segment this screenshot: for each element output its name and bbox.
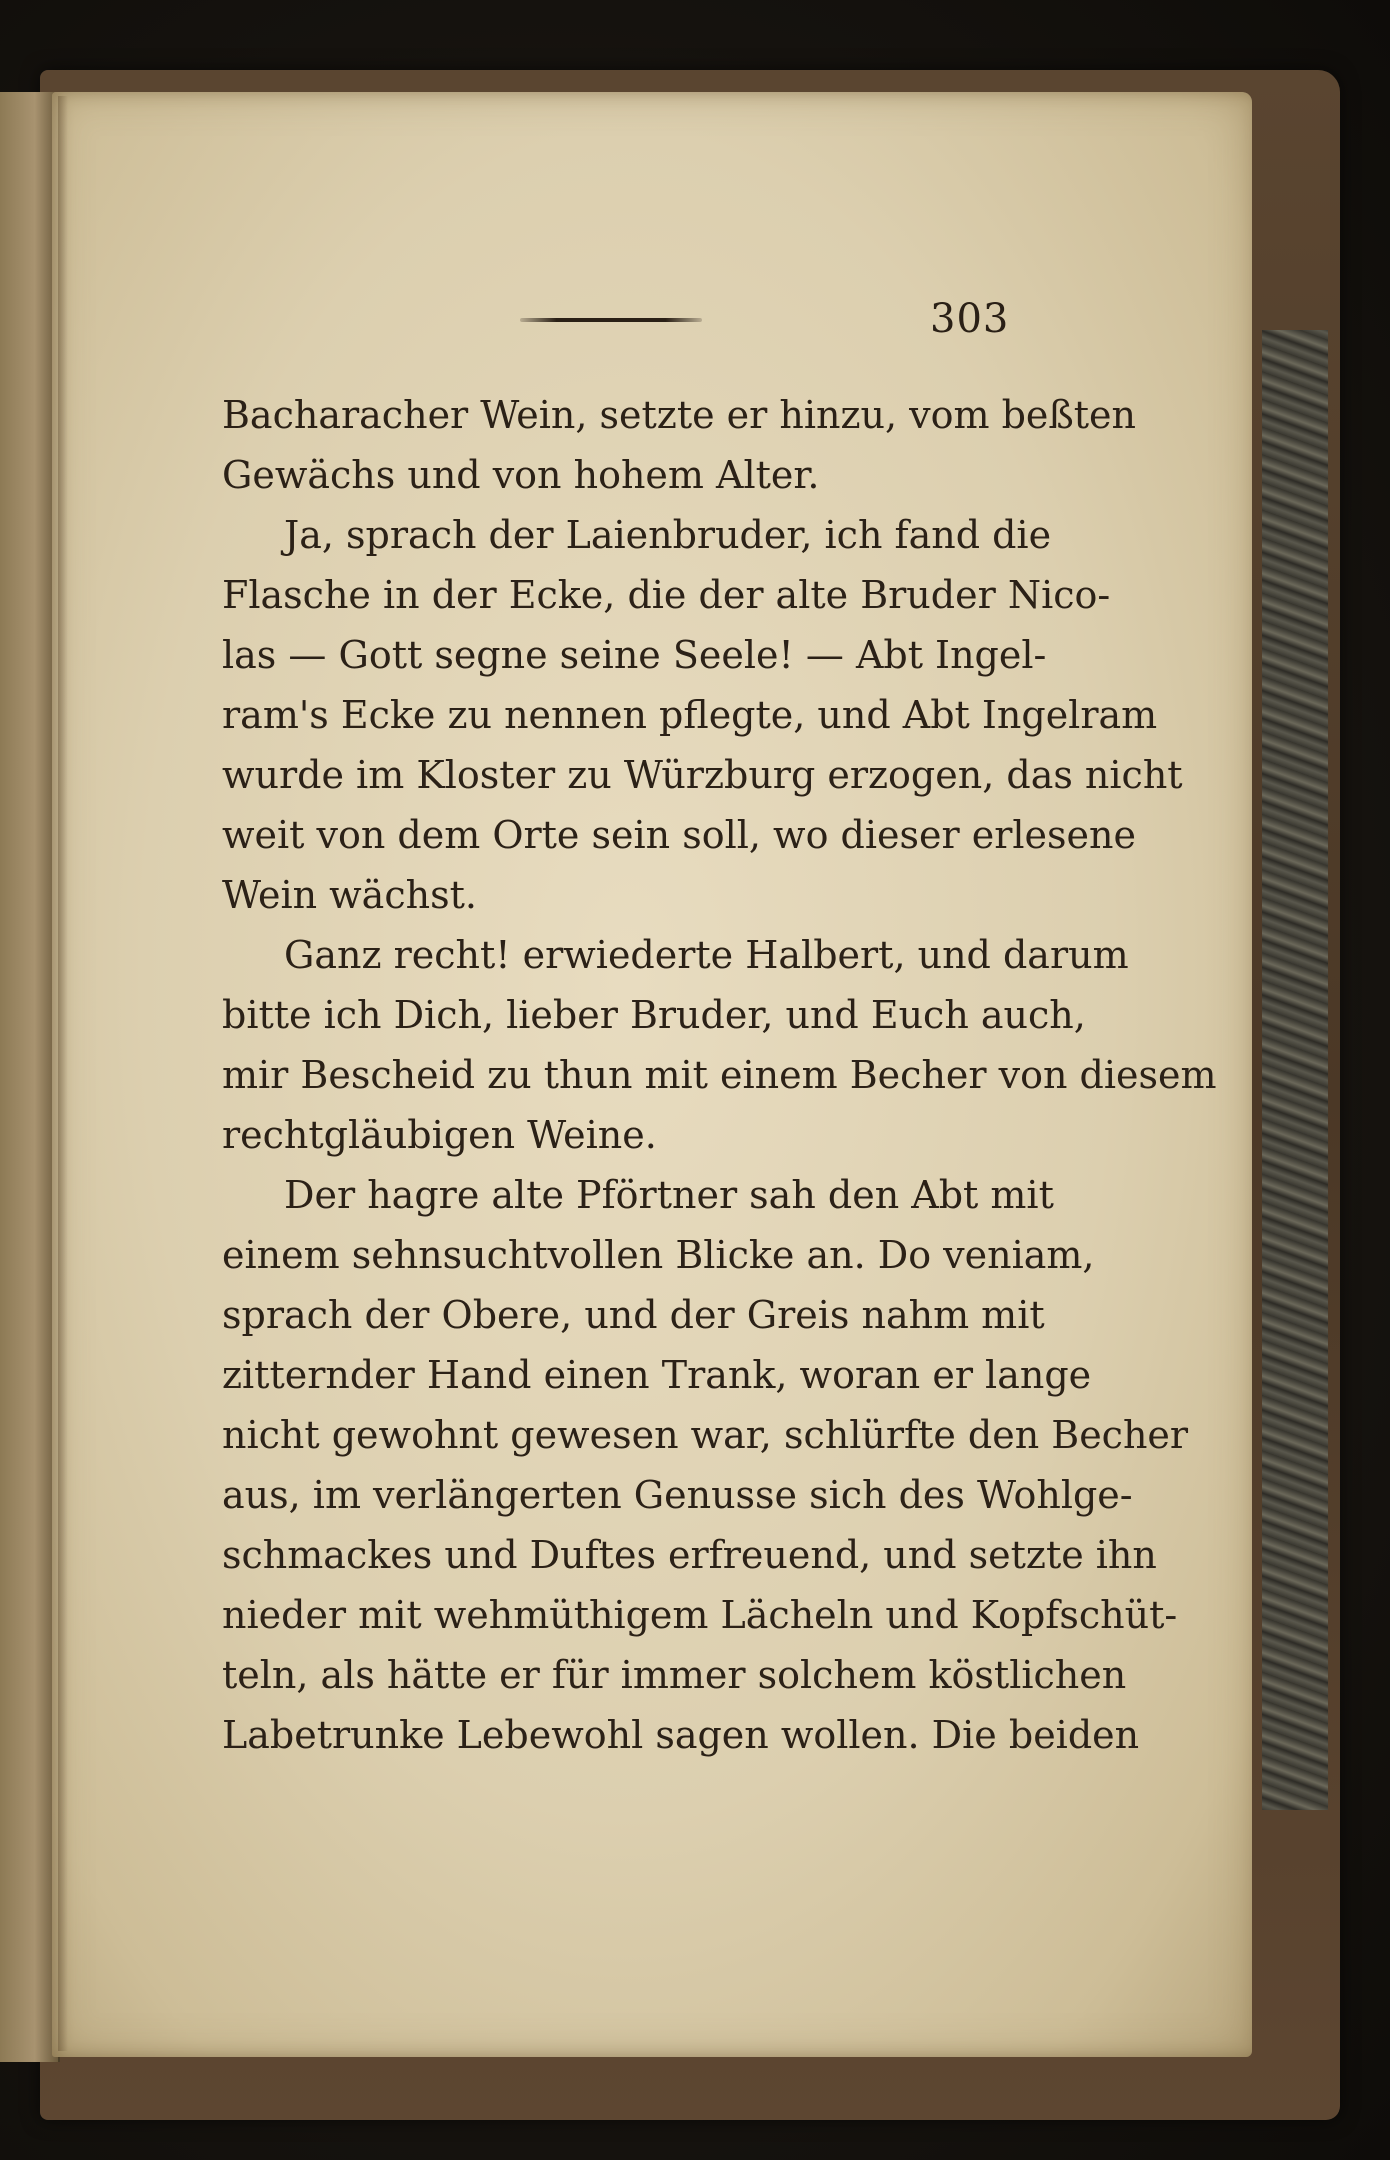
text-line: rechtgläubigen Weine.	[222, 1113, 657, 1157]
text-line: Ja, sprach der Laienbruder, ich fand die	[284, 513, 1052, 557]
text-line: aus, im verlängerten Genusse sich des Wohlge-	[222, 1473, 1133, 1517]
text-line: Flasche in der Ecke, die der alte Bruder Nico-	[222, 573, 1111, 617]
text-line: las — Gott segne seine Seele! — Abt Ingel-	[222, 633, 1047, 677]
text-line: sprach der Obere, und der Greis nahm mit	[222, 1293, 1045, 1337]
body-text	[222, 385, 1217, 1765]
text-line: Der hagre alte Pförtner sah den Abt mit	[284, 1173, 1054, 1217]
text-line: zitternder Hand einen Trank, woran er lange	[222, 1353, 1092, 1397]
page-number: 303	[930, 296, 1010, 342]
text-line: Labetrunke Lebewohl sagen wollen. Die beiden	[222, 1713, 1140, 1757]
header-rule	[520, 318, 702, 322]
text-line: einem sehnsuchtvollen Blicke an. Do veniam,	[222, 1233, 1095, 1277]
text-line: teln, als hätte er für immer solchem köstlichen	[222, 1653, 1127, 1697]
text-line: weit von dem Orte sein soll, wo dieser erlesene	[222, 813, 1136, 857]
text-line: Wein wächst.	[222, 873, 477, 917]
text-line: nieder mit wehmüthigem Lächeln und Kopfschüt-	[222, 1593, 1178, 1637]
text-line: Bacharacher Wein, setzte er hinzu, vom beßten	[222, 393, 1137, 437]
text-line: Gewächs und von hohem Alter.	[222, 453, 820, 497]
marbled-board-edge	[1262, 330, 1328, 1810]
text-line: Ganz recht! erwiederte Halbert, und darum	[284, 933, 1129, 977]
text-line: mir Bescheid zu thun mit einem Becher von diesem	[222, 1053, 1217, 1097]
page-gutter-shadow	[58, 96, 68, 2051]
left-facing-page-edge	[0, 92, 60, 2062]
text-line: ram's Ecke zu nennen pflegte, und Abt Ingelram	[222, 693, 1158, 737]
text-line: wurde im Kloster zu Würzburg erzogen, das nicht	[222, 753, 1183, 797]
text-line: nicht gewohnt gewesen war, schlürfte den Becher	[222, 1413, 1189, 1457]
text-line: bitte ich Dich, lieber Bruder, und Euch auch,	[222, 993, 1086, 1037]
text-line: schmackes und Duftes erfreuend, und setzte ihn	[222, 1533, 1157, 1577]
